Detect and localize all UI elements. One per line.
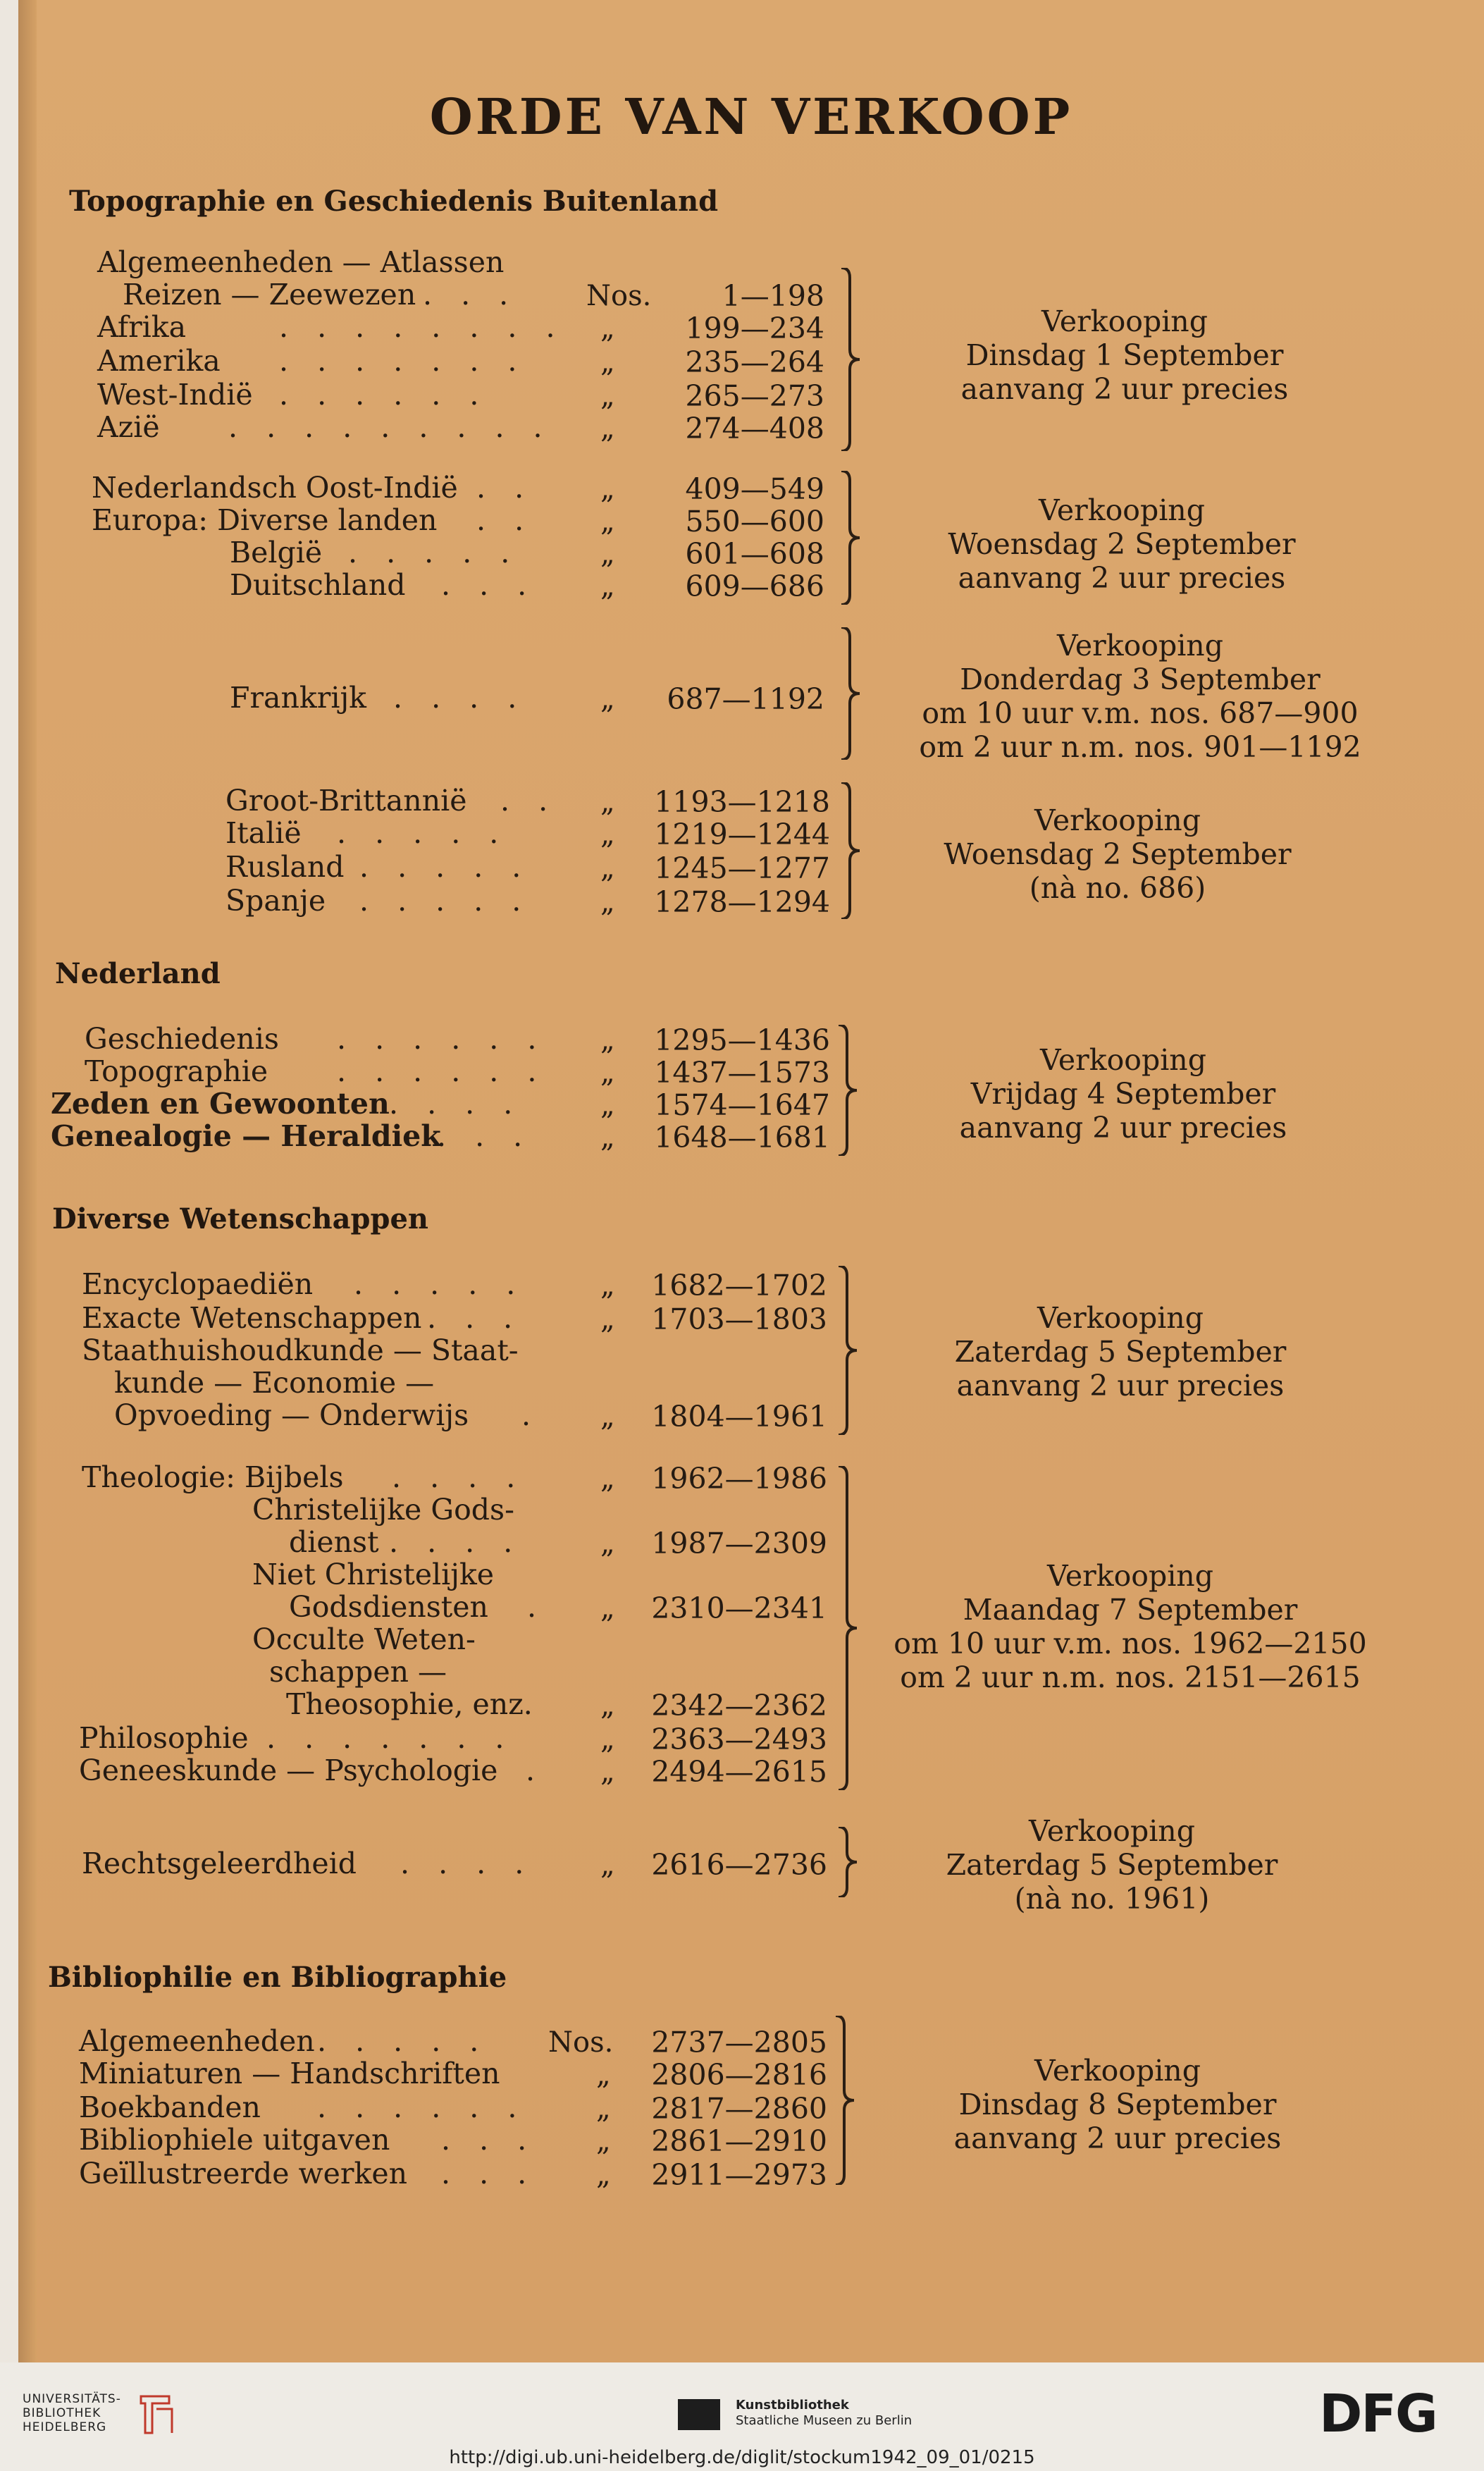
schedule-line: Verkooping: [1047, 1559, 1213, 1593]
leader-dots: . . . . . . .: [266, 1721, 514, 1755]
lot-range: 2737—2805: [651, 2026, 827, 2059]
lot-range: 1437—1573: [654, 1056, 830, 1090]
catalogue-page: [18, 0, 1484, 2362]
schedule-line: Vrijdag 4 September: [970, 1077, 1276, 1111]
sale-schedule: [854, 493, 1390, 595]
curly-brace-icon: [837, 627, 865, 760]
leader-dots: .: [527, 1590, 547, 1624]
lot-range: 1—198: [722, 279, 824, 313]
leader-dots: . . . . .: [359, 850, 531, 884]
schedule-line: (nà no. 686): [1029, 871, 1206, 905]
section-heading-wetenschappen: Diverse Wetenschappen: [52, 1202, 429, 1236]
table-row: [114, 1398, 829, 1432]
schedule-line: Verkooping: [1037, 1301, 1204, 1335]
table-row: [82, 1847, 829, 1880]
section-heading-buitenland: Topographie en Geschiedenis Buitenland: [69, 185, 719, 218]
table-row: [97, 378, 829, 412]
nos-marker: „: [600, 570, 615, 603]
nos-marker: „: [600, 1089, 615, 1121]
schedule-line: Zaterdag 5 September: [946, 1848, 1278, 1882]
lot-range: 2861—2910: [651, 2124, 827, 2158]
lot-range: 265—273: [685, 379, 824, 413]
sale-schedule: [862, 1559, 1398, 1694]
schedule-line: aanvang 2 uur precies: [960, 372, 1289, 406]
nos-marker: „: [600, 1849, 615, 1881]
leader-dots: .: [521, 1398, 541, 1432]
leader-dots: . . . . . .: [317, 2090, 527, 2124]
nos-marker: „: [596, 2059, 611, 2091]
nos-marker: „: [600, 1592, 615, 1625]
nos-marker: „: [600, 1723, 615, 1756]
leader-dots: . . . . .: [348, 536, 520, 569]
nos-marker: „: [600, 312, 615, 345]
leader-dots: . . . . . . .: [279, 344, 527, 378]
leader-dots: . . . .: [389, 1525, 523, 1559]
table-row: [225, 884, 829, 918]
schedule-line: om 10 uur v.m. nos. 1962—2150: [894, 1627, 1367, 1660]
sale-schedule: [855, 1043, 1391, 1145]
sale-schedule: [844, 1814, 1380, 1916]
table-row: [230, 536, 829, 569]
table-row: [51, 1119, 829, 1153]
table-row: [114, 1366, 829, 1400]
table-row: [286, 1687, 829, 1721]
source-url[interactable]: http://digi.ub.uni-heidelberg.de/diglit/stockum1942_09_01/0215: [449, 2447, 1035, 2468]
schedule-line: Verkooping: [1029, 1814, 1195, 1848]
sale-schedule: [850, 803, 1385, 905]
entry-label: dienst: [289, 1525, 379, 1559]
lot-range: 550—600: [685, 505, 824, 538]
lot-range: 1987—2309: [651, 1527, 827, 1560]
entry-label: schappen —: [269, 1655, 447, 1689]
nos-marker: „: [600, 1269, 615, 1302]
lot-range: 601—608: [685, 537, 824, 571]
dfg-logo[interactable]: DFG: [1319, 2384, 1437, 2444]
leader-dots: .: [526, 1754, 545, 1787]
nos-marker: „: [600, 852, 615, 885]
schedule-line: Dinsdag 8 September: [958, 2088, 1277, 2121]
entry-label: Italië: [225, 816, 302, 850]
schedule-line: Dinsdag 1 September: [965, 338, 1284, 372]
schedule-line: aanvang 2 uur precies: [956, 1369, 1285, 1403]
entry-label: Philosophie: [79, 1721, 249, 1755]
page-title: ORDE VAN VERKOOP: [429, 87, 1073, 146]
lot-range: 274—408: [685, 412, 824, 445]
table-row: [289, 1590, 829, 1624]
table-row: [82, 1333, 829, 1367]
entry-label: Azië: [97, 410, 160, 444]
schedule-line: om 10 uur v.m. nos. 687—900: [922, 696, 1359, 730]
table-row: [252, 1622, 829, 1656]
lot-range: 1804—1961: [651, 1400, 827, 1434]
leader-dots: . . . . .: [337, 816, 509, 850]
entry-label: Afrika: [97, 310, 187, 344]
leader-dots: . . . . .: [359, 884, 531, 918]
table-row: [79, 2157, 829, 2190]
schedule-line: Verkooping: [1057, 629, 1223, 663]
entry-label: Zeden en Gewoonten: [51, 1087, 390, 1121]
entry-label: Topographie: [85, 1054, 268, 1088]
nos-marker: „: [600, 1056, 615, 1089]
kunstbibliothek-logo-icon: [678, 2399, 720, 2430]
table-row: [79, 2090, 829, 2124]
lot-range: 235—264: [685, 345, 824, 379]
table-row: [225, 784, 829, 818]
table-row: [82, 1301, 829, 1335]
leader-dots: . . . .: [393, 681, 527, 715]
entry-label: Opvoeding — Onderwijs: [114, 1398, 469, 1432]
schedule-line: om 2 uur n.m. nos. 2151—2615: [900, 1660, 1361, 1694]
entry-label: Geschiedenis: [85, 1022, 279, 1056]
table-row: [82, 1267, 829, 1301]
nos-marker: „: [600, 1024, 615, 1056]
heidelberg-logo[interactable]: [23, 2392, 121, 2434]
lot-range: 2494—2615: [651, 1755, 827, 1789]
lot-range: 1703—1803: [651, 1302, 827, 1336]
leader-dots: . . .: [423, 278, 519, 312]
section-heading-bibliophilie: Bibliophilie en Bibliographie: [48, 1961, 507, 1994]
table-row: [225, 816, 829, 850]
nos-marker: „: [600, 538, 615, 570]
leader-dots: . . . . .: [354, 1267, 526, 1301]
nos-marker: „: [600, 1462, 615, 1495]
entry-label: Amerika: [97, 344, 221, 378]
table-row: [230, 681, 829, 715]
entry-label: Theologie: Bijbels: [82, 1460, 344, 1494]
table-row: [85, 1022, 829, 1056]
entry-label: West-Indië: [97, 378, 253, 412]
entry-label: Theosophie, enz.: [286, 1687, 533, 1721]
entry-label: Algemeenheden — Atlassen: [97, 245, 505, 279]
table-row: [289, 1525, 829, 1559]
heidelberg-mark-icon: [135, 2391, 176, 2439]
leader-dots: . . . . . . . .: [279, 310, 565, 344]
table-row: [123, 278, 829, 312]
entry-label: Niet Christelijke: [252, 1558, 495, 1591]
entry-label: Boekbanden: [79, 2090, 261, 2124]
schedule-line: Maandag 7 September: [963, 1593, 1298, 1627]
entry-label: Algemeenheden: [79, 2024, 315, 2058]
table-row: [51, 1087, 829, 1121]
table-row: [82, 1460, 829, 1494]
entry-label: Spanje: [225, 884, 326, 918]
nos-marker: „: [600, 1689, 615, 1722]
entry-label: Godsdiensten: [289, 1590, 488, 1624]
schedule-line: om 2 uur n.m. nos. 901—1192: [919, 730, 1361, 764]
schedule-line: Verkooping: [1034, 2054, 1201, 2088]
nos-marker: „: [596, 2159, 611, 2191]
leader-dots: . . . .: [400, 1847, 534, 1880]
entry-label: Groot-Brittannië: [225, 784, 467, 818]
leader-dots: . . .: [437, 1119, 533, 1153]
entry-label: Genealogie — Heraldiek: [51, 1119, 441, 1153]
table-row: [92, 503, 829, 537]
lot-range: 1682—1702: [651, 1269, 827, 1302]
lot-range: 687—1192: [667, 682, 824, 716]
lot-range: 2806—2816: [651, 2058, 827, 2092]
table-row: [252, 1493, 829, 1527]
table-row: [269, 1655, 829, 1689]
lot-range: 2911—2973: [651, 2158, 827, 2192]
schedule-line: Zaterdag 5 September: [954, 1335, 1287, 1369]
schedule-line: Verkooping: [1034, 803, 1201, 837]
footer-bar: [0, 2362, 1484, 2471]
entry-label: Geïllustreerde werken: [79, 2157, 408, 2190]
entry-label: Staathuishoudkunde — Staat-: [82, 1333, 519, 1367]
schedule-line: Verkooping: [1041, 304, 1208, 338]
schedule-line: aanvang 2 uur precies: [958, 561, 1286, 595]
lot-range: 2817—2860: [651, 2092, 827, 2126]
lot-range: 2363—2493: [651, 1723, 827, 1756]
nos-marker: „: [600, 886, 615, 918]
nos-marker: „: [600, 1527, 615, 1560]
lot-range: 2310—2341: [651, 1591, 827, 1625]
leader-dots: . . . . .: [317, 2024, 489, 2058]
table-row: [230, 568, 829, 602]
entry-label: Geneeskunde — Psychologie: [79, 1754, 498, 1787]
leader-dots: . . . . . .: [337, 1022, 547, 1056]
entry-label: Christelijke Gods-: [252, 1493, 514, 1527]
section-heading-nederland: Nederland: [55, 957, 221, 990]
table-row: [79, 2123, 829, 2157]
leader-dots: . . . . . .: [279, 378, 489, 412]
heidelberg-line: BIBLIOTHEK: [23, 2406, 101, 2420]
entry-label: Encyclopaediën: [82, 1267, 314, 1301]
table-row: [97, 344, 829, 378]
lot-range: 1962—1986: [651, 1462, 827, 1496]
leader-dots: . .: [476, 471, 534, 505]
nos-marker: „: [600, 473, 615, 505]
entry-label: Exacte Wetenschappen: [82, 1301, 422, 1335]
lot-range: 1219—1244: [654, 818, 830, 851]
nos-marker: „: [596, 2093, 611, 2125]
schedule-line: Donderdag 3 September: [960, 663, 1321, 696]
sale-schedule: [850, 2054, 1385, 2155]
entry-label: kunde — Economie —: [114, 1366, 435, 1400]
leader-dots: . . . . . . . . .: [228, 410, 552, 444]
schedule-line: Woensdag 2 September: [944, 837, 1292, 871]
nos-marker: Nos.: [586, 280, 652, 312]
nos-marker: „: [600, 818, 615, 851]
lot-range: 199—234: [685, 312, 824, 345]
kunst-subtitle: Staatliche Museen zu Berlin: [736, 2413, 913, 2428]
table-row: [79, 1721, 829, 1755]
leader-dots: . . .: [441, 2157, 537, 2190]
schedule-line: (nà no. 1961): [1014, 1882, 1210, 1916]
curly-brace-icon: [834, 1466, 862, 1790]
table-row: [225, 850, 829, 884]
entry-label: Miniaturen — Handschriften: [79, 2057, 500, 2090]
entry-label: Rechtsgeleerdheid: [82, 1847, 357, 1880]
table-row: [79, 2024, 829, 2058]
nos-marker: „: [600, 346, 615, 378]
lot-range: 2616—2736: [651, 1848, 827, 1882]
lot-range: 1245—1277: [654, 851, 830, 885]
lot-range: 1574—1647: [654, 1088, 830, 1122]
table-row: [79, 2057, 829, 2090]
heidelberg-line: UNIVERSITÄTS-: [23, 2392, 121, 2406]
sale-schedule: [853, 1301, 1388, 1403]
entry-label: België: [230, 536, 323, 569]
lot-range: 1648—1681: [654, 1121, 830, 1154]
entry-label: Rusland: [225, 850, 345, 884]
leader-dots: . . . .: [392, 1460, 526, 1494]
entry-label: Frankrijk: [230, 681, 367, 715]
leader-dots: . . .: [441, 568, 537, 602]
nos-marker: „: [600, 505, 615, 538]
table-row: [79, 1754, 829, 1787]
sale-schedule: [857, 304, 1392, 406]
table-row: [97, 410, 829, 444]
lot-range: 609—686: [685, 569, 824, 603]
table-row: [92, 471, 829, 505]
schedule-line: aanvang 2 uur precies: [959, 1111, 1287, 1145]
schedule-line: aanvang 2 uur precies: [953, 2121, 1282, 2155]
lot-range: 409—549: [685, 472, 824, 506]
sale-schedule: [872, 629, 1408, 764]
leader-dots: . .: [500, 784, 558, 818]
nos-marker: „: [600, 1121, 615, 1154]
table-row: [97, 310, 829, 344]
leader-dots: . . .: [441, 2123, 537, 2157]
entry-label: Reizen — Zeewezen: [123, 278, 416, 312]
kunst-title: Kunstbibliothek: [736, 2398, 849, 2413]
nos-marker: Nos.: [548, 2026, 614, 2059]
heidelberg-line: HEIDELBERG: [23, 2420, 107, 2434]
entry-label: Bibliophiele uitgaven: [79, 2123, 390, 2157]
leader-dots: . .: [476, 503, 534, 537]
entry-label: Europa: Diverse landen: [92, 503, 438, 537]
schedule-line: Verkooping: [1039, 493, 1205, 527]
nos-marker: „: [600, 380, 615, 412]
lot-range: 1278—1294: [654, 885, 830, 919]
table-row: [85, 1054, 829, 1088]
schedule-line: Verkooping: [1040, 1043, 1206, 1077]
leader-dots: . . .: [427, 1301, 523, 1335]
kunstbibliothek-label[interactable]: [736, 2398, 912, 2429]
table-row: [252, 1558, 829, 1591]
nos-marker: „: [600, 1303, 615, 1336]
table-row: [97, 245, 829, 279]
leader-dots: . . . .: [389, 1087, 523, 1121]
nos-marker: „: [600, 412, 615, 445]
lot-range: 1295—1436: [654, 1023, 830, 1057]
nos-marker: „: [596, 2125, 611, 2157]
schedule-line: Woensdag 2 September: [948, 527, 1296, 561]
lot-range: 2342—2362: [651, 1689, 827, 1723]
entry-label: Duitschland: [230, 568, 406, 602]
nos-marker: „: [600, 1756, 615, 1788]
leader-dots: . . . . . .: [337, 1054, 547, 1088]
lot-range: 1193—1218: [654, 785, 830, 819]
nos-marker: „: [600, 1400, 615, 1433]
nos-marker: „: [600, 683, 615, 715]
nos-marker: „: [600, 786, 615, 818]
entry-label: Occulte Weten-: [252, 1622, 476, 1656]
entry-label: Nederlandsch Oost-Indië: [92, 471, 458, 505]
